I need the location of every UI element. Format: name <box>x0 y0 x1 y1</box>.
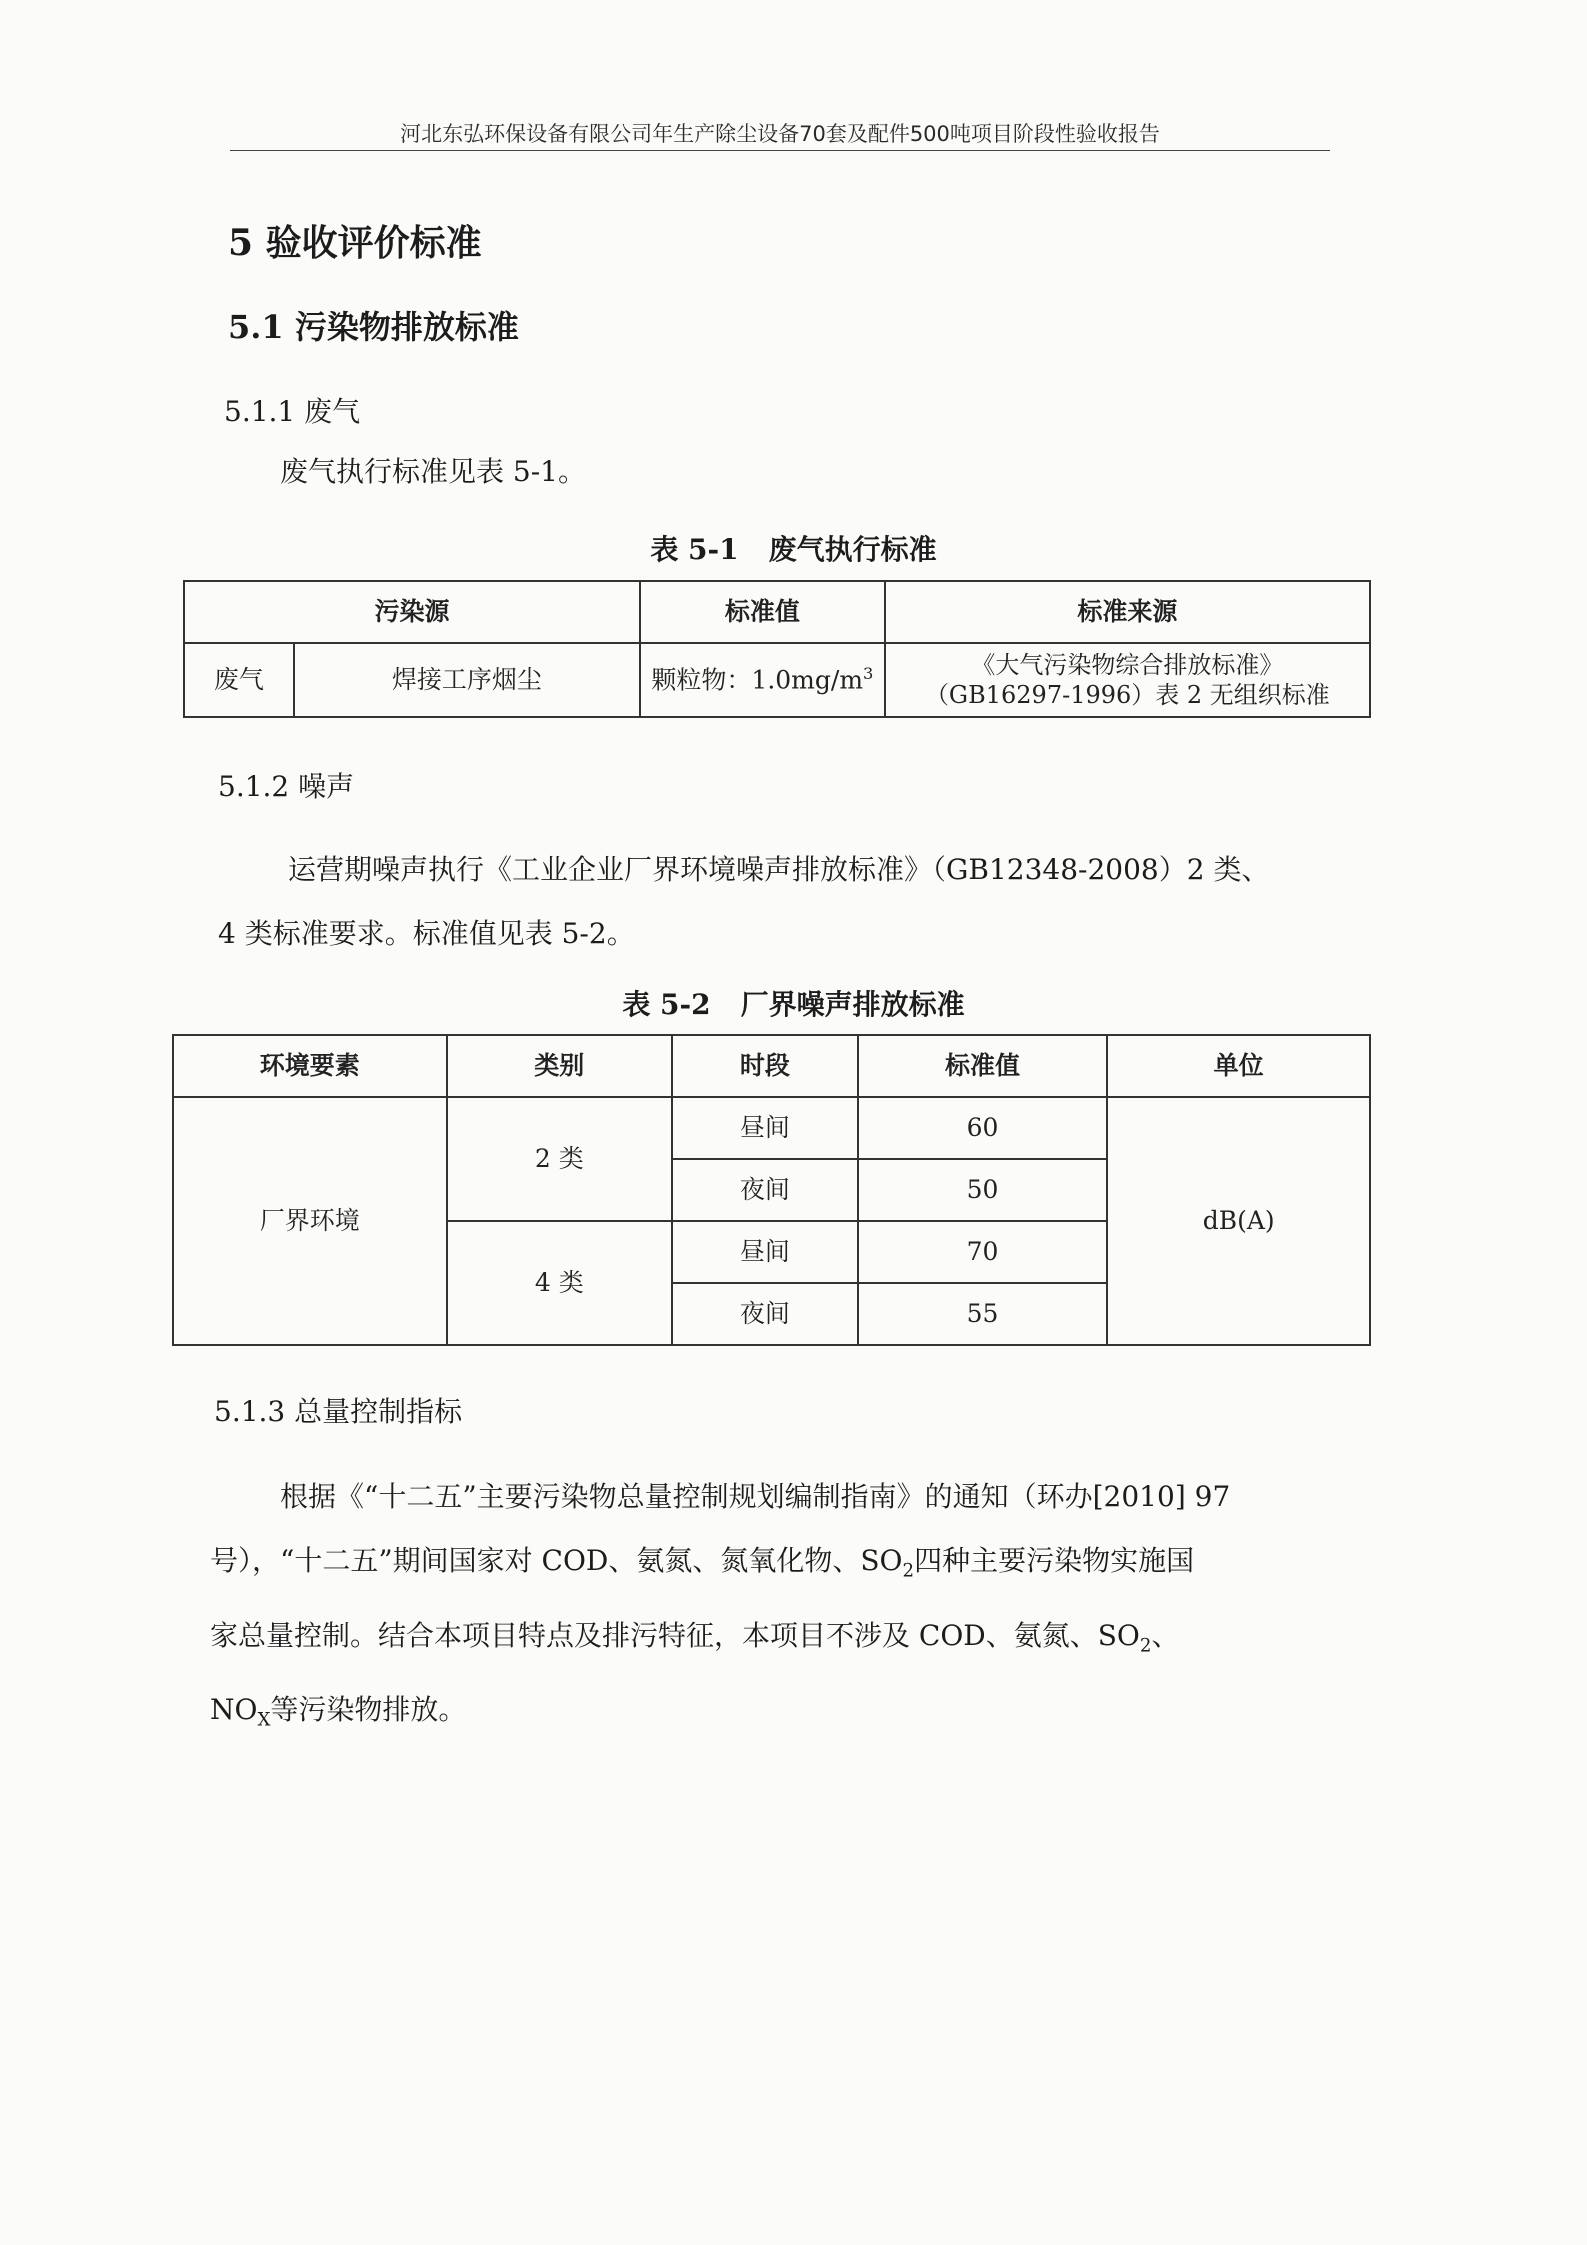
origin-line1: 《大气污染物综合排放标准》 <box>971 651 1284 679</box>
origin-line2: （GB16297-1996）表 2 无组织标准 <box>924 681 1330 709</box>
cell-class-4: 4 类 <box>447 1221 673 1345</box>
total-control-text-line1: 根据《“十二五”主要污染物总量控制规划编制指南》的通知（环办[2010] 97 <box>280 1480 1231 1513</box>
subsection-heading: 5.1 污染物排放标准 <box>228 308 519 346</box>
table2-caption <box>0 983 1587 1023</box>
noise-standard-table <box>172 1034 1371 1346</box>
cell-value: 70 <box>858 1221 1108 1283</box>
header-element: 环境要素 <box>173 1035 447 1097</box>
cell-period: 夜间 <box>672 1283 858 1345</box>
table-header-row <box>184 581 1370 643</box>
cell-period: 昼间 <box>672 1097 858 1159</box>
cell-value: 50 <box>858 1159 1108 1221</box>
cell-origin <box>885 643 1370 717</box>
cell-period: 夜间 <box>672 1159 858 1221</box>
table2-caption-number: 表 5-2 <box>622 988 711 1021</box>
cell-element: 厂界环境 <box>173 1097 447 1345</box>
cell-class-2: 2 类 <box>447 1097 673 1221</box>
table1-caption-title: 废气执行标准 <box>768 533 937 566</box>
exhaust-gas-text: 废气执行标准见表 5-1。 <box>280 455 586 488</box>
noise-line2: 4 类标准要求。标准值见表 5-2。 <box>218 917 635 950</box>
line3-subscript: 2 <box>1139 1635 1152 1657</box>
cell-name: 焊接工序烟尘 <box>294 643 640 717</box>
table-row <box>173 1097 1370 1159</box>
total-control-paragraph <box>210 1465 1332 1753</box>
noise-paragraph <box>218 838 1340 966</box>
header-standard-value: 标准值 <box>858 1035 1108 1097</box>
table1-caption-number: 表 5-1 <box>650 533 739 566</box>
cell-period: 昼间 <box>672 1221 858 1283</box>
total-control-line2 <box>210 1529 1332 1604</box>
exhaust-gas-paragraph <box>210 440 1332 504</box>
header-period: 时段 <box>672 1035 858 1097</box>
total-control-line1 <box>210 1465 1332 1529</box>
header-rule <box>230 150 1330 151</box>
table1-caption <box>0 528 1587 568</box>
exhaust-gas-heading: 5.1.1 废气 <box>224 395 361 428</box>
table-header-row <box>173 1035 1370 1097</box>
value-superscript: 3 <box>863 664 874 684</box>
total-control-line3 <box>210 1604 1332 1679</box>
line3-text-b: 、 <box>1151 1618 1180 1652</box>
page-header: 河北东弘环保设备有限公司年生产除尘设备70套及配件500吨项目阶段性验收报告 <box>400 122 1160 146</box>
header-source: 污染源 <box>184 581 640 643</box>
header-value: 标准值 <box>640 581 885 643</box>
line2-text-b: 四种主要污染物实施国 <box>914 1544 1195 1577</box>
section-heading: 5 验收评价标准 <box>228 222 482 264</box>
cell-type: 废气 <box>184 643 294 717</box>
line4-subscript: X <box>257 1709 271 1731</box>
cell-value: 60 <box>858 1097 1108 1159</box>
line3-text-a: 家总量控制。结合本项目特点及排污特征，本项目不涉及 COD、氨氮、SO <box>210 1618 1140 1652</box>
total-control-line4 <box>210 1678 1332 1753</box>
line4-text-a: NO <box>210 1693 258 1727</box>
exhaust-standard-table <box>183 580 1371 718</box>
line2-text-a: 号），“十二五”期间国家对 COD、氨氮、氮氧化物、SO <box>210 1544 903 1577</box>
header-origin: 标准来源 <box>885 581 1370 643</box>
line4-text-b: 等污染物排放。 <box>270 1693 467 1727</box>
table-row <box>184 643 1370 717</box>
table2-caption-title: 厂界噪声排放标准 <box>740 988 965 1021</box>
header-class: 类别 <box>447 1035 673 1097</box>
line2-subscript: 2 <box>902 1560 915 1582</box>
header-unit: 单位 <box>1107 1035 1370 1097</box>
cell-unit: dB(A) <box>1107 1097 1370 1345</box>
cell-value <box>640 643 885 717</box>
total-control-heading: 5.1.3 总量控制指标 <box>214 1395 463 1428</box>
noise-heading: 5.1.2 噪声 <box>218 770 355 803</box>
noise-text-line1: 运营期噪声执行《工业企业厂界环境噪声排放标准》（GB12348-2008）2 类、 <box>288 853 1270 886</box>
value-text: 颗粒物：1.0mg/m <box>651 665 864 695</box>
cell-value: 55 <box>858 1283 1108 1345</box>
noise-line1 <box>218 838 1340 902</box>
